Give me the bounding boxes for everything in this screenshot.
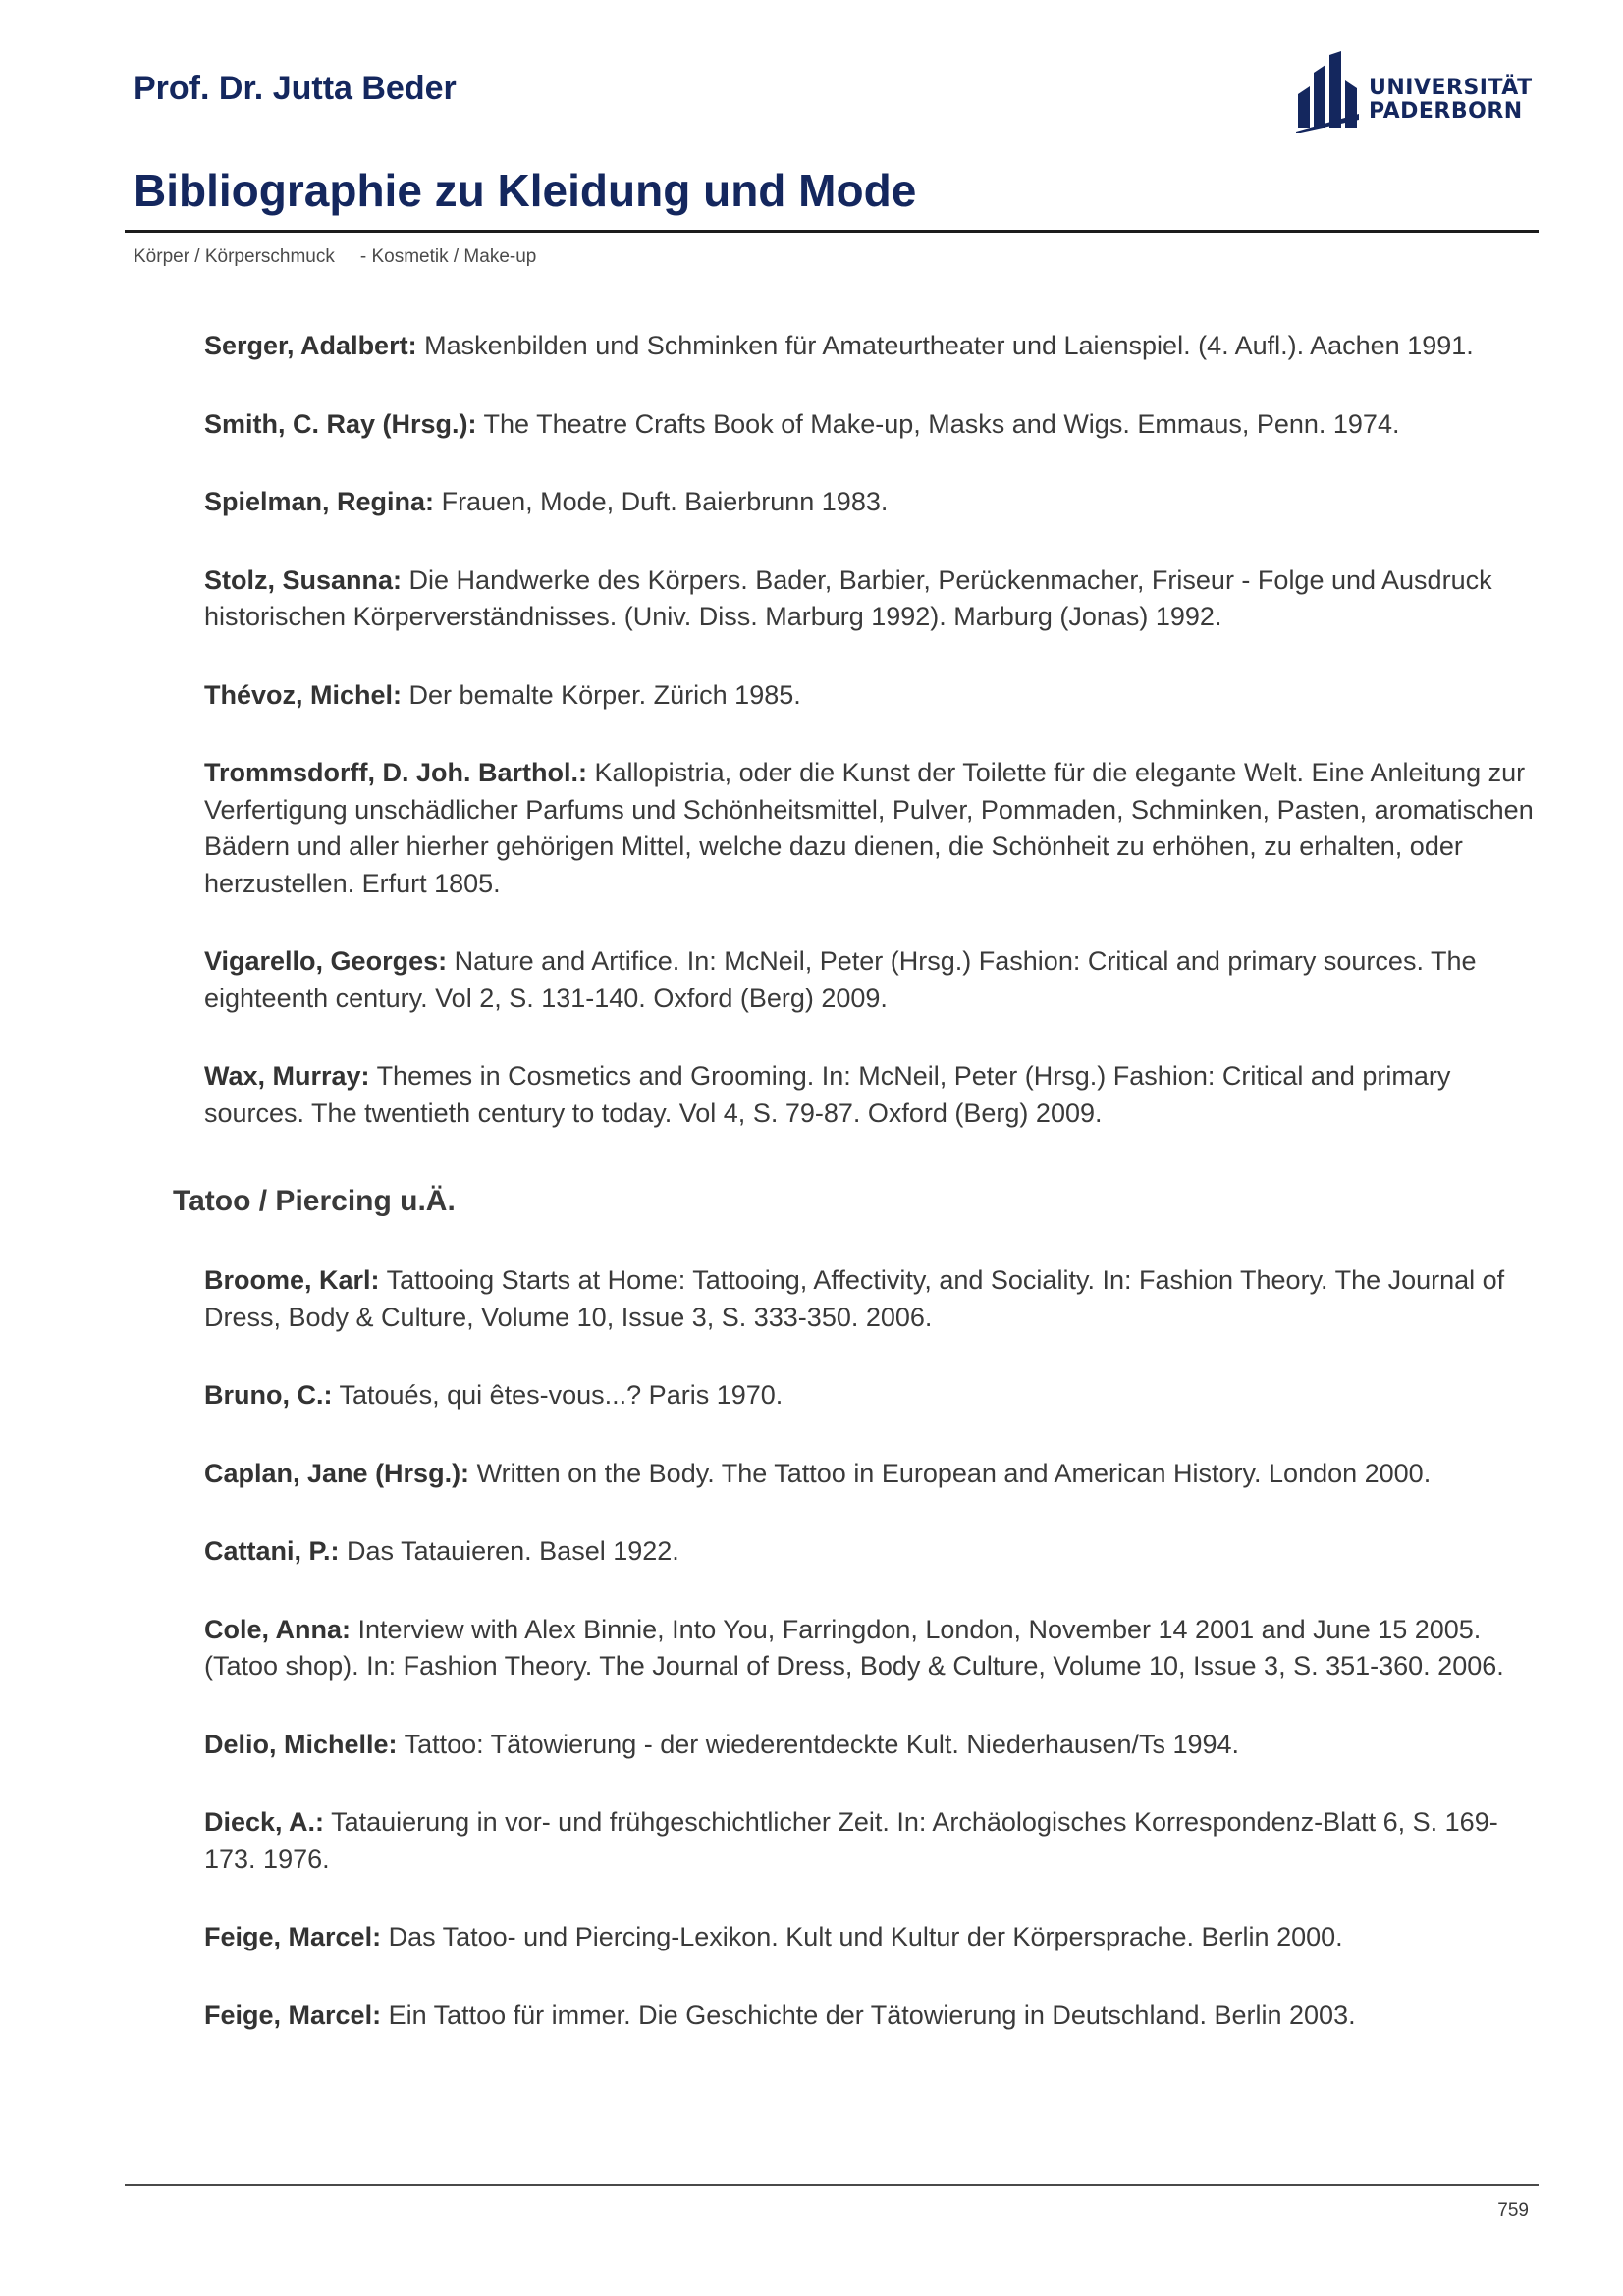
entry-author: Spielman, Regina: <box>204 487 435 516</box>
bibliography-list-tattoo <box>204 1262 1540 2075</box>
entry-text: Das Tatauieren. Basel 1922. <box>347 1536 679 1566</box>
entry-author: Stolz, Susanna: <box>204 564 403 595</box>
bibliography-entry <box>204 1612 1540 1685</box>
breadcrumb-part-2: - Kosmetik / Make-up <box>359 246 537 267</box>
bibliography-entry <box>204 1533 1540 1571</box>
entry-author: Thévoz, Michel: <box>204 679 403 710</box>
entry-author: Smith, C. Ray (Hrsg.): <box>204 408 477 439</box>
bibliography-entry <box>204 1998 1540 2035</box>
entry-text: Ein Tattoo für immer. Die Geschichte der Tätowierung in Deutschland. Berlin 2003. <box>388 2000 1356 2030</box>
entry-author: Cattani, P.: <box>204 1536 340 1566</box>
bibliography-entry <box>204 677 1540 715</box>
section-heading-tattoo: Tatoo / Piercing u.Ä. <box>173 1185 456 1217</box>
bibliography-entry <box>204 328 1540 365</box>
bibliography-entry <box>204 406 1540 444</box>
entry-author: Wax, Murray: <box>204 1061 370 1091</box>
entry-author: Feige, Marcel: <box>204 1922 382 1951</box>
breadcrumb-part-1: Körper / Körperschmuck <box>134 246 335 267</box>
bibliography-entry <box>204 1262 1540 1336</box>
bibliography-entry <box>204 1727 1540 1764</box>
entry-text: Tatoués, qui êtes-vous...? Paris 1970. <box>339 1380 784 1410</box>
entry-author: Broome, Karl: <box>204 1265 380 1295</box>
university-logo-mark-icon <box>1294 51 1363 133</box>
bibliography-entry <box>204 1804 1540 1878</box>
entry-text: Interview with Alex Binnie, Into You, Farringdon, London, November 14 2001 and June 15 2005. (Tatoo shop). In: Fashion Theory. The Journal of Dress, Body & Culture, Volume 10, Issue 3, S. 351-360. 2006. <box>204 1614 1504 1681</box>
entry-text: Das Tatoo- und Piercing-Lexikon. Kult und Kultur der Körpersprache. Berlin 2000. <box>388 1922 1343 1951</box>
university-logo-text <box>1369 77 1533 124</box>
entry-text: Written on the Body. The Tattoo in European and American History. London 2000. <box>476 1458 1432 1488</box>
entry-text: Der bemalte Körper. Zürich 1985. <box>408 679 801 710</box>
bibliography-entry <box>204 755 1540 902</box>
entry-author: Bruno, C.: <box>204 1380 333 1410</box>
logo-line-2: PADERBORN <box>1369 99 1523 124</box>
bibliography-entry <box>204 1456 1540 1493</box>
bibliography-entry <box>204 943 1540 1017</box>
header-divider <box>125 230 1539 233</box>
entry-text: Themes in Cosmetics and Grooming. In: McNeil, Peter (Hrsg.) Fashion: Critical and primary sources. The twentieth century to today. Vol 4, S. 79-87. Oxford (Berg) 2009. <box>204 1061 1451 1128</box>
entry-text: Die Handwerke des Körpers. Bader, Barbier, Perückenmacher, Friseur - Folge und Ausdruck historischen Körperverständnisses. (Univ. Diss. Marburg 1992). Marburg (Jonas) 1992. <box>204 564 1492 631</box>
entry-author: Dieck, A.: <box>204 1807 325 1837</box>
entry-text: Tatauierung in vor- und frühgeschichtlicher Zeit. In: Archäologisches Korrespondenz-Blatt 6, S. 169-173. 1976. <box>204 1807 1498 1874</box>
entry-author: Serger, Adalbert: <box>204 331 417 360</box>
entry-text: Frauen, Mode, Duft. Baierbrunn 1983. <box>441 487 889 516</box>
entry-author: Cole, Anna: <box>204 1614 352 1644</box>
logo-line-1: UNIVERSITÄT <box>1369 76 1533 100</box>
entry-author: Caplan, Jane (Hrsg.): <box>204 1458 470 1488</box>
entry-text: Maskenbilden und Schminken für Amateurtheater und Laienspiel. (4. Aufl.). Aachen 1991. <box>424 331 1474 360</box>
entry-author: Vigarello, Georges: <box>204 946 448 976</box>
bibliography-entry <box>204 1377 1540 1415</box>
document-title: Bibliographie zu Kleidung und Mode <box>134 165 917 216</box>
entry-text: The Theatre Crafts Book of Make-up, Masks and Wigs. Emmaus, Penn. 1974. <box>483 408 1400 439</box>
entry-author: Trommsdorff, D. Joh. Barthol.: <box>204 758 588 787</box>
bibliography-entry <box>204 484 1540 521</box>
entry-text: Tattooing Starts at Home: Tattooing, Affectivity, and Sociality. In: Fashion Theory. The Journal of Dress, Body & Culture, Volume 10, Issue 3, S. 333-350. 2006. <box>204 1265 1505 1332</box>
page-number: 759 <box>1497 2200 1529 2220</box>
bibliography-entry <box>204 1919 1540 1956</box>
entry-author: Delio, Michelle: <box>204 1729 398 1759</box>
bibliography-entry <box>204 562 1540 636</box>
footer-divider <box>125 2184 1539 2186</box>
breadcrumb <box>134 245 536 269</box>
entry-text: Kallopistria, oder die Kunst der Toilette für die elegante Welt. Eine Anleitung zur Verfertigung unschädlicher Parfums und Schönheitsmittel, Pulver, Pommaden, Schminken, Pasten, aromatischen Bädern und aller hierher gehörigen Mittel, welche dazu dienen, die Schönheit zu erhöhen, zu erhalten, oder herzustellen. Erfurt 1805. <box>204 758 1534 898</box>
entry-author: Feige, Marcel: <box>204 2000 382 2030</box>
bibliography-entry <box>204 1058 1540 1132</box>
university-logo <box>1294 51 1533 133</box>
bibliography-list-makeup <box>204 328 1540 1173</box>
entry-text: Nature and Artifice. In: McNeil, Peter (Hrsg.) Fashion: Critical and primary sources. The eighteenth century. Vol 2, S. 131-140. Oxford (Berg) 2009. <box>204 946 1477 1013</box>
entry-text: Tattoo: Tätowierung - der wiederentdeckte Kult. Niederhausen/Ts 1994. <box>404 1729 1240 1759</box>
author-name: Prof. Dr. Jutta Beder <box>134 70 457 107</box>
